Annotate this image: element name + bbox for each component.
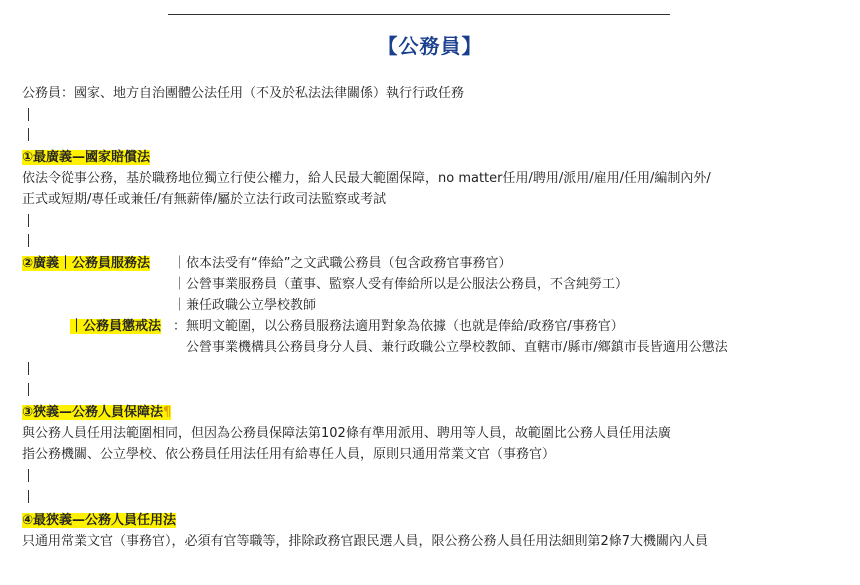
- connector-bar: [28, 128, 29, 141]
- connector-bar: [28, 469, 29, 482]
- section-2-heading-text: ②廣義｜公務員服務法: [22, 256, 151, 271]
- section-2-item: ｜依本法受有“俸給”之文武職公務員（包含政務官事務官）: [173, 256, 512, 271]
- section-1-line: 正式或短期/專任或兼任/有無薪俸/屬於立法行政司法監察或考試: [22, 192, 387, 207]
- section-1-heading-text: ①最廣義—國家賠償法: [22, 150, 151, 165]
- section-2-item: ｜兼任政職公立學校教師: [173, 298, 317, 313]
- section-1-line: 依法令從事公務，基於職務地位獨立行使公權力，給人民最大範圍保障，no matter任用/聘用/派用/雇用/任用/編制內外/: [22, 171, 711, 186]
- connector-bar: [28, 490, 29, 503]
- page-title: 【公務員】: [377, 34, 483, 58]
- section-3-heading-text: ③狹義—公務人員保障法: [22, 405, 164, 420]
- connector-bar: [28, 383, 29, 396]
- connector-bar: [28, 214, 29, 227]
- section-3-heading: [22, 404, 171, 422]
- connector-bar: [28, 234, 29, 247]
- section-2-sub-line: 公營事業機構具公務員身分人員、兼行政職公立學校教師、直轄市/縣市/鄉鎮市長皆適用公懲法: [186, 340, 728, 355]
- section-4-heading: [22, 512, 176, 530]
- pilcrow-mark: ¶: [163, 405, 172, 420]
- section-1-heading: [22, 149, 150, 167]
- top-divider: [168, 14, 670, 15]
- section-4-line: 只通用常業文官（事務官），必須有官等職等，排除政務官跟民選人員，限公務公務人員任用法細則第2條7大機關內人員: [22, 534, 709, 549]
- section-2-sub-heading-text: ｜公務員懲戒法: [70, 319, 162, 334]
- connector-bar: [28, 108, 29, 121]
- section-2-heading: [22, 255, 150, 273]
- section-3-line: 指公務機關、公立學校、依公務員任用法任用有給專任人員，原則只通用常業文官（事務官）: [22, 447, 556, 462]
- connector-bar: [28, 362, 29, 375]
- section-2-sub-line: ：無明文範圍，以公務員服務法適用對象為依據（也就是俸給/政務官/事務官）: [173, 319, 624, 334]
- section-3-line: 與公務人員任用法範圍相同，但因為公務員保障法第102條有準用派用、聘用等人員，故範圍比公務人員任用法廣: [22, 426, 671, 441]
- intro-text: 公務員：國家、地方自治團體公法任用（不及於私法法律關係）執行行政任務: [22, 86, 465, 101]
- section-2-item: ｜公營事業服務員（董事、監察人受有俸給所以是公服法公務員，不含純勞工）: [173, 277, 629, 292]
- section-4-heading-text: ④最狹義—公務人員任用法: [22, 513, 177, 528]
- section-2-sub-heading: [70, 318, 161, 336]
